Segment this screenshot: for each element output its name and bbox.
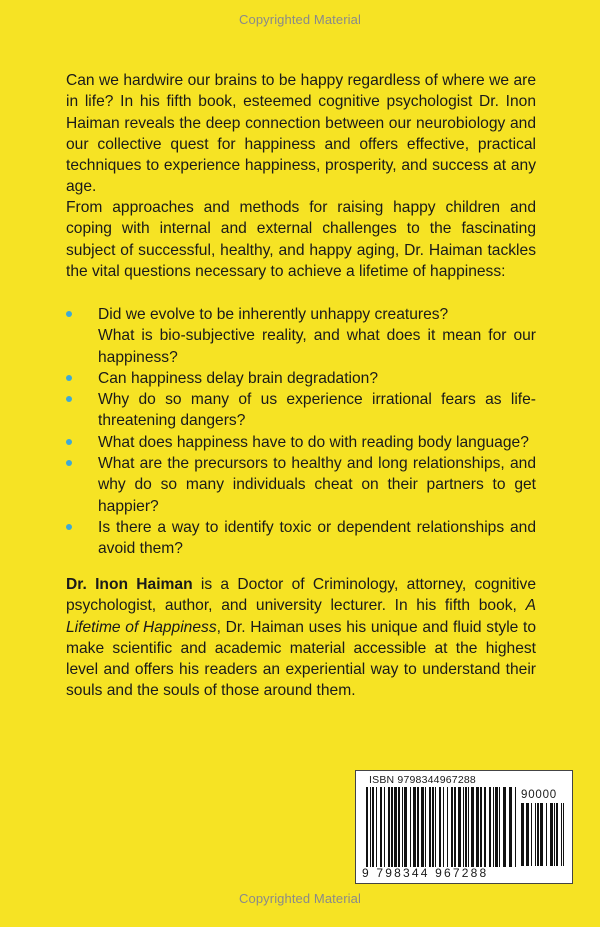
price-code: 90000 xyxy=(521,789,557,801)
list-item-text: Can happiness delay brain degradation? xyxy=(98,369,379,387)
list-item-text: What are the precursors to healthy and long relationships, and why do so many individuals cheat on their partners to get happier? xyxy=(98,455,536,515)
list-item xyxy=(66,368,536,389)
bullet-dot-icon xyxy=(66,396,72,402)
intro-paragraph: Can we hardwire our brains to be happy regardless of where we are in life? In his fifth book, esteemed cognitive psychologist Dr. Inon Haiman reveals the deep connection between our neurobiology and our collective quest for happiness and offers effective, practical techniques to experience happiness, prosperity, and success at any age. xyxy=(66,72,536,196)
list-item xyxy=(66,453,536,517)
bullet-dot-icon xyxy=(66,375,72,381)
list-item-text: Did we evolve to be inherently unhappy creatures? xyxy=(98,306,449,323)
barcode-addon-bars-icon xyxy=(521,803,565,866)
isbn-label: ISBN 9798344967288 xyxy=(369,774,476,786)
copyright-watermark-top: Copyrighted Material xyxy=(239,12,361,27)
book-title: A Lifetime of Happiness xyxy=(66,597,536,636)
list-item xyxy=(66,389,536,432)
list-item-text: What does happiness have to do with reading body language? xyxy=(98,433,529,451)
barcode-bars-icon xyxy=(366,787,516,867)
bullet-dot-icon xyxy=(66,311,72,317)
questions-intro-paragraph: From approaches and methods for raising happy children and coping with internal and external challenges to the fascinating subject of successful, healthy, and happy aging, Dr. Haiman tackles the vital questions necessary to achieve a lifetime of happiness: xyxy=(66,199,536,280)
list-item-text: Why do so many of us experience irrational fears as life-threatening dangers? xyxy=(98,391,536,430)
author-name: Dr. Inon Haiman xyxy=(66,576,193,593)
questions-list xyxy=(66,304,536,560)
author-bio-text: is a Doctor of Criminology, attorney, cognitive psychologist, author, and university lecturer. In his fifth book, xyxy=(66,576,536,615)
bullet-dot-icon xyxy=(66,439,72,445)
list-item xyxy=(66,304,536,368)
list-item-text: Is there a way to identify toxic or dependent relationships and avoid them? xyxy=(98,518,536,558)
isbn-barcode xyxy=(355,770,573,884)
author-bio-paragraph xyxy=(66,574,536,702)
list-item xyxy=(66,432,536,453)
list-item-text-continued: What is bio-subjective reality, and what does it mean for our happiness? xyxy=(98,327,536,366)
isbn-digits: 9 798344 967288 xyxy=(362,866,489,880)
author-bio-text-continued: , Dr. Haiman uses his unique and fluid style to make scientific and academic material accessible at the highest level and offers his readers an experiential way to understand their souls and the souls of those around them. xyxy=(66,618,537,700)
copyright-watermark-bottom: Copyrighted Material xyxy=(239,891,361,906)
bullet-dot-icon xyxy=(66,460,72,466)
bullet-dot-icon xyxy=(66,524,72,530)
list-item xyxy=(66,517,536,560)
